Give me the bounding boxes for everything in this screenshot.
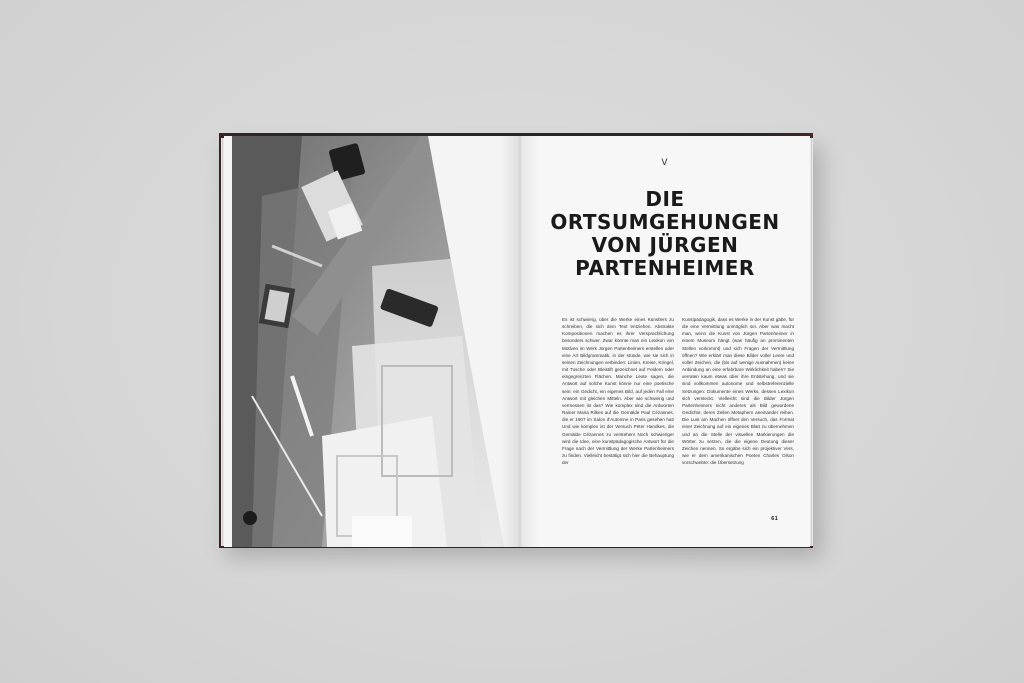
chapter-title — [520, 188, 810, 280]
studio-photograph — [232, 136, 520, 547]
chapter-title-line-1: DIE — [645, 187, 685, 211]
chapter-title-line-2: ORTSUMGEHUNGEN — [550, 210, 780, 234]
chapter-title-line-3: VON JÜRGEN — [591, 233, 739, 257]
left-page — [224, 136, 520, 547]
body-column-right — [682, 316, 794, 466]
body-paragraph-left: Es ist schwierig, über die Werke eines Künstlers zu schreiben, die sich dem Text entziehen. Abstrakte Kompositionen machen es ihrer Versprachlichung besonders schwer. Zwar könnte man ein Lexikon von Motiven im Werk Jürgen Partenheimers erstellen oder eine Art Bildgrammatik, in der stünde, wie sie sich in seinen Zeichnungen verbinden: Linien, Kreise, Kringel, mit Tusche oder Bleistift gezeichnet auf Feldern oder eingegrenzten Flächen. Manche Leute sagen, die Antwort auf solche Kunst könne nur eine poetische sein: ein Gedicht, ein eigenes Bild, auf jeden Fall eine Antwort mit gleichen Mitteln. Aber wie schwierig und vermessen ist das? Wie komplex sind die Antworten Rainer Maria Rilkes auf die Gemälde Paul Cézannes, die er 1907 im Salon d'Automne in Paris gesehen hat! Und wie komplex ist der Versuch Peter Handkes, die Gemälde Cézannes zu verstehen! Noch schwieriger wird die Idee, eine kunstpädagogische Antwort für die Frage nach der Vermittlung der Werke Partenheimers zu finden. Vielleicht bestätigt sich hier die Behauptung der — [562, 317, 674, 466]
right-page — [520, 136, 810, 547]
body-column-left — [562, 316, 674, 466]
page-number: 61 — [771, 516, 778, 522]
body-paragraph-right: Kunstpädagogik, dass es Werke in der Kunst gäbe, für die eine Vermittlung unmöglich sei. Aber was macht man, wenn die Kunst von Jürgen Partenheimer in einem Museum hängt (was häufig an prominenten Stellen vorkommt) und sich Fragen der Vermittlung öffnen? Wie erklärt man diese Bilder voller Leere und voller Zeichen, die (bis auf wenige Ausnahmen) keine Anbindung an eine erfahrbare Wirklichkeit haben? Sie verraten kaum etwas über ihre Entstehung, und sie sind vollkommen autonome und selbstreferenzielle Setzungen: Dokumente eines Werks, dessen Lexikon sich versteckt. Vielleicht sind die Bilder Jürgen Partenheimers nicht anderes als Bild gewordene Gedichte, deren Zeilen Metaphern aneinander reihen. Die Lust am Machen öffnet den Versuch, das Format einer Zeichnung auf ein eigenes Blatt zu übernehmen und an die Stelle der visuellen Markierungen die Wörter zu setzen, die die eigene Deutung dieser Zeichen nennen. So ergäbe sich ein projektiver Vers, wie er dem amerikanischen Poeten Charles Olson vorschwebte: die Übersetzung — [682, 317, 794, 466]
chapter-title-line-4: PARTENHEIMER — [575, 256, 755, 280]
chapter-number: V — [661, 158, 669, 168]
